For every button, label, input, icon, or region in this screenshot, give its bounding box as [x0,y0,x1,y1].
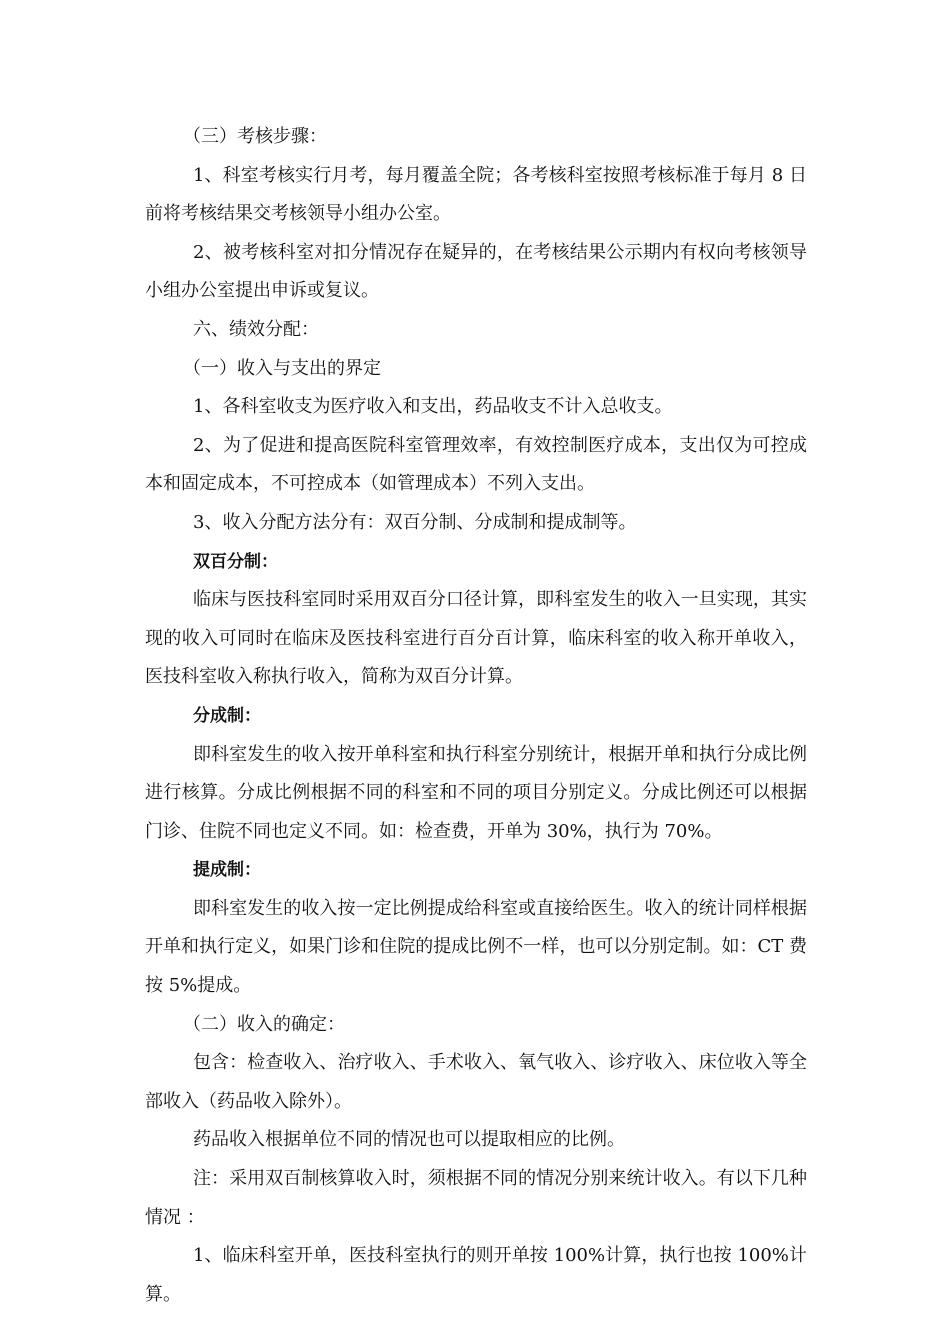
paragraph-appeal: 2、被考核科室对扣分情况存在疑异的，在考核结果公示期内有权向考核领导小组办公室提出申诉或复议。 [145,241,807,302]
paragraph-distribution-methods: 3、收入分配方法分有：双百分制、分成制和提成制等。 [193,511,637,533]
section-heading-assessment-steps: （三）考核步骤： [183,126,327,147]
heading-double-hundred-system: 双百分制： [193,551,278,572]
paragraph-income-includes: 包含：检查收入、治疗收入、手术收入、氧气收入、诊疗收入、床位收入等全部收入（药品收入除外）。 [145,1052,807,1112]
paragraph-case-one: 1、临床科室开单，医技科室执行的则开单按 100%计算，执行也按 100%计算。 [145,1245,807,1305]
paragraph-cost-control: 2、为了促进和提高医院科室管理效率，有效控制医疗成本，支出仅为可控成本和固定成本，不可控成本（如管理成本）不列入支出。 [145,434,807,495]
document-body [145,118,807,1314]
heading-split-system: 分成制： [193,705,261,726]
paragraph-note: 注：采用双百制核算收入时，须根据不同的情况分别来统计收入。有以下几种情况 ： [145,1168,807,1228]
paragraph-double-hundred-system: 临床与医技科室同时采用双百分口径计算，即科室发生的收入一旦实现，其实现的收入可同时在临床及医技科室进行百分百计算，临床科室的收入称开单收入，医技科室收入称执行收入，简称为双百分计算。 [145,589,807,688]
section-heading-performance-distribution: 六、绩效分配： [193,318,319,340]
section-heading-income-expense-definition: （一）收入与支出的界定 [183,357,381,379]
paragraph-income-expense-scope: 1、各科室收支为医疗收入和支出，药品收支不计入总收支。 [193,396,673,418]
paragraph-monthly-assessment: 1、科室考核实行月考，每月覆盖全院；各考核科室按照考核标准于每月 8 日前将考核结果交考核领导小组办公室。 [145,164,807,225]
paragraph-drug-income: 药品收入根据单位不同的情况也可以提取相应的比例。 [193,1129,625,1151]
section-heading-income-determination: （二）收入的确定： [183,1013,345,1035]
heading-commission-system: 提成制： [193,860,261,881]
paragraph-commission-system: 即科室发生的收入按一定比例提成给科室或直接给医生。收入的统计同样根据开单和执行定义，如果门诊和住院的提成比例不一样，也可以分别定制。如：CT 费按 5%提成。 [145,897,807,997]
paragraph-split-system: 即科室发生的收入按开单科室和执行科室分别统计，根据开单和执行分成比例进行核算。分成比例根据不同的科室和不同的项目分别定义。分成比例还可以根据门诊、住院不同也定义不同。如：检查费，开单为 30%，执行为 70%。 [145,743,807,842]
